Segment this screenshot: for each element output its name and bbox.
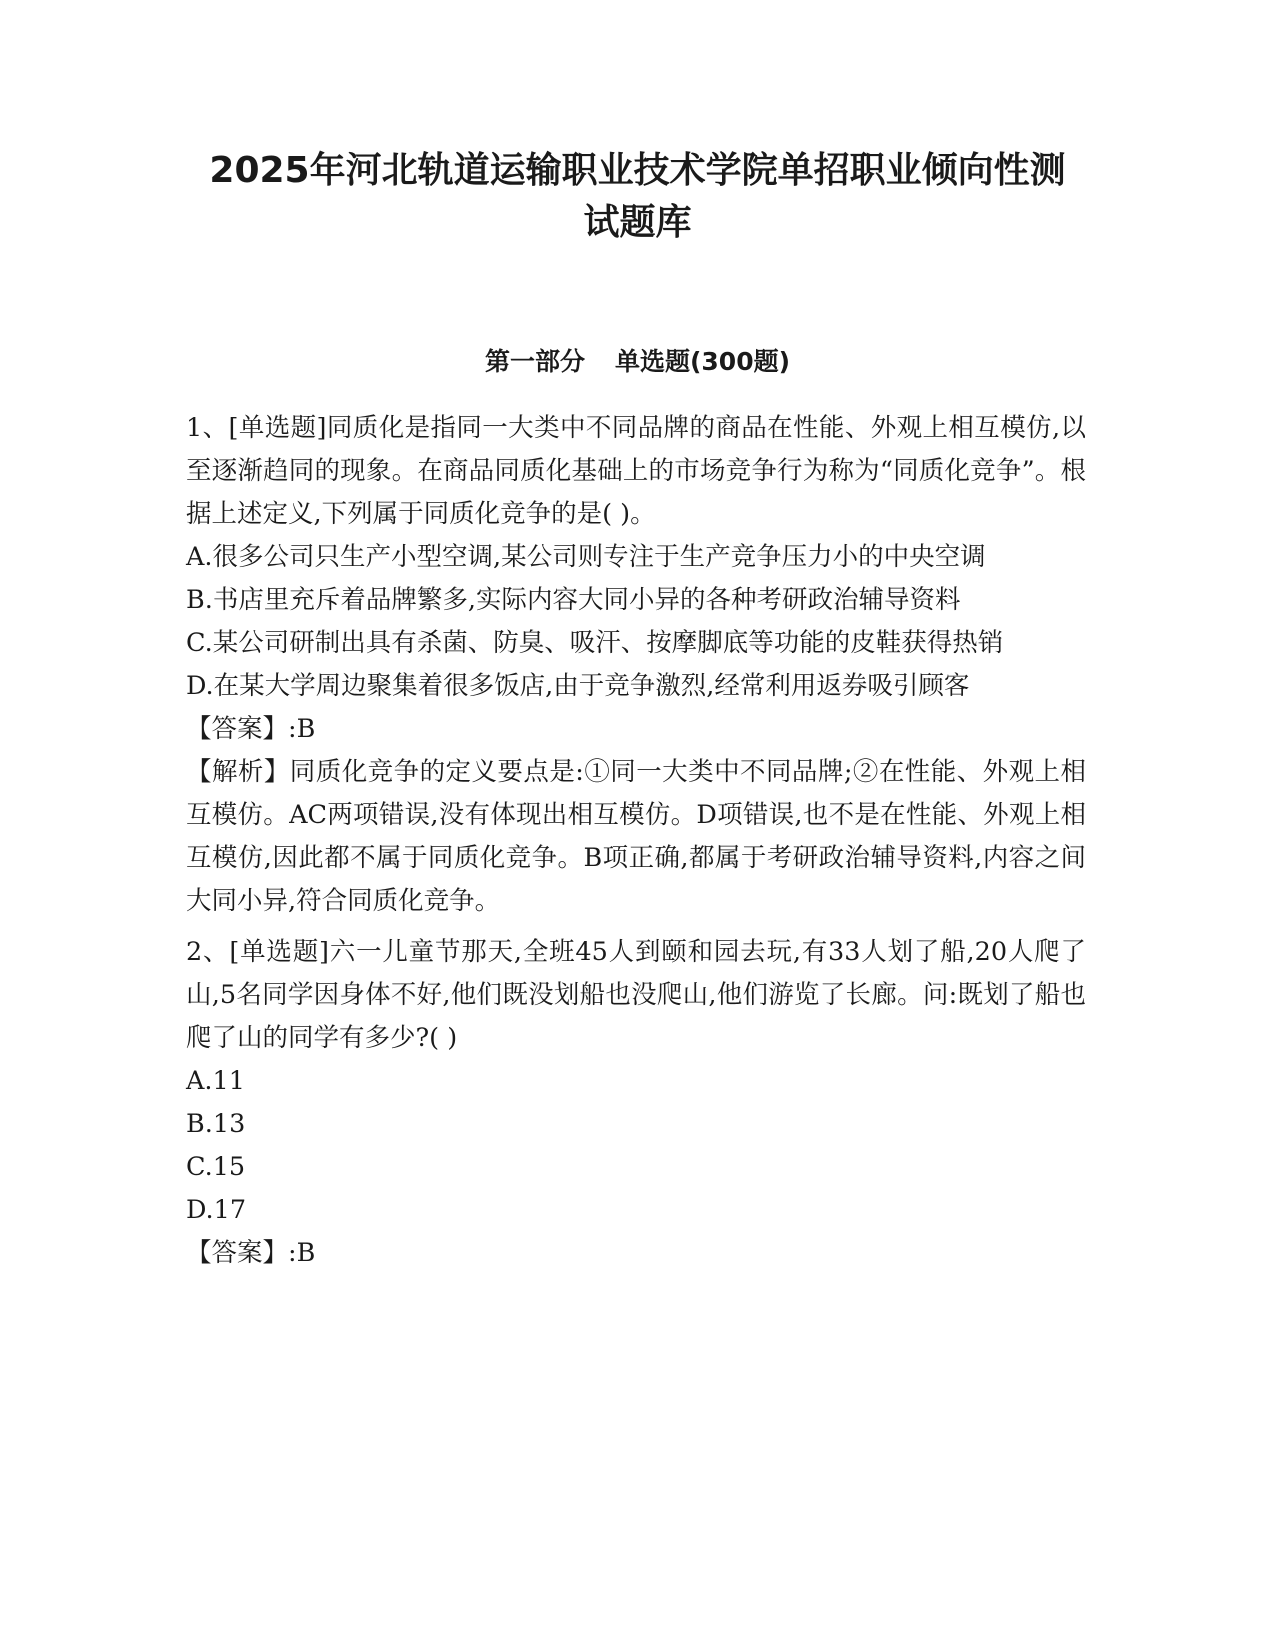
question-list <box>186 407 1086 1275</box>
option-d: D.在某大学周边聚集着很多饭店,由于竞争激烈,经常利用返券吸引顾客 <box>186 671 970 701</box>
option-b: B.书店里充斥着品牌繁多,实际内容大同小异的各种考研政治辅导资料 <box>186 585 961 615</box>
section-heading <box>150 345 1125 379</box>
option-a: A.11 <box>186 1066 245 1096</box>
answer: 【答案】:B <box>186 1238 316 1268</box>
option-c: C.某公司研制出具有杀菌、防臭、吸汗、按摩脚底等功能的皮鞋获得热销 <box>186 628 1004 658</box>
title-line-1: 2025年河北轨道运输职业技术学院单招职业倾向性测 <box>209 150 1066 191</box>
question-stem: 1、[单选题]同质化是指同一大类中不同品牌的商品在性能、外观上相互模仿,以至逐渐趋同的现象。在商品同质化基础上的市场竞争行为称为“同质化竞争”。根据上述定义,下列属于同质化竞争的是( )。 <box>186 413 1086 529</box>
question-stem: 2、[单选题]六一儿童节那天,全班45人到颐和园去玩,有33人划了船,20人爬了山,5名同学因身体不好,他们既没划船也没爬山,他们游览了长廊。问:既划了船也爬了山的同学有多少?( ) <box>186 937 1086 1053</box>
section-name: 单选题(300题) <box>614 347 791 376</box>
option-b: B.13 <box>186 1109 246 1139</box>
answer: 【答案】:B <box>186 714 316 744</box>
question-1 <box>186 407 1086 923</box>
option-d: D.17 <box>186 1195 247 1225</box>
option-c: C.15 <box>186 1152 246 1182</box>
option-a: A.很多公司只生产小型空调,某公司则专注于生产竞争压力小的中央空调 <box>186 542 986 572</box>
analysis: 【解析】同质化竞争的定义要点是:①同一大类中不同品牌;②在性能、外观上相互模仿。AC两项错误,没有体现出相互模仿。D项错误,也不是在性能、外观上相互模仿,因此都不属于同质化竞争。B项正确,都属于考研政治辅导资料,内容之间大同小异,符合同质化竞争。 <box>186 757 1086 916</box>
document-title <box>150 145 1125 249</box>
section-part: 第一部分 <box>484 347 585 376</box>
title-line-2: 试题库 <box>583 202 692 243</box>
question-2 <box>186 931 1086 1275</box>
